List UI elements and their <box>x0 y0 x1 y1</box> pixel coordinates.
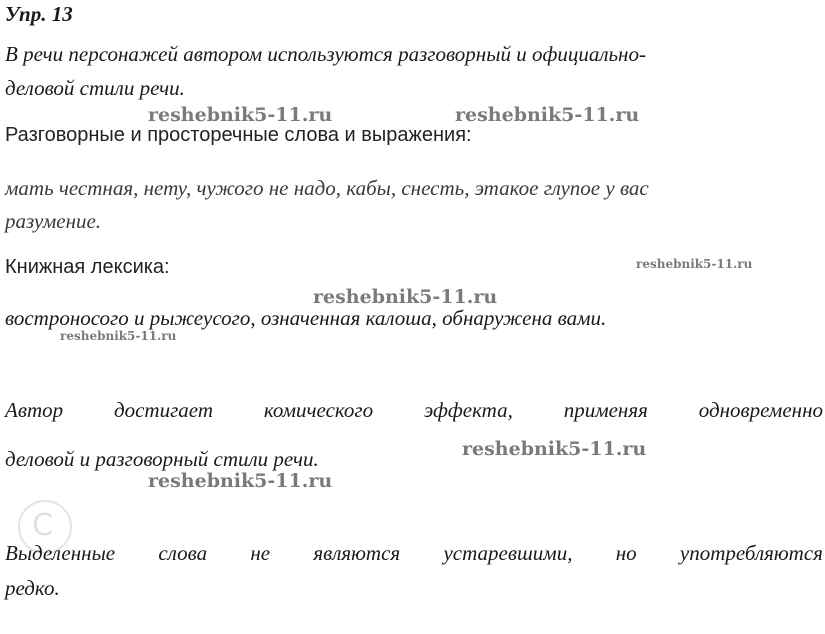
watermark: reshebnik5-11.ru <box>636 257 753 271</box>
intro-line-1: В речи персонажей автором используются разговорный и официально- <box>5 42 646 66</box>
bookish-line-1: востроносого и рыжеусого, означенная калоша, обнаружена вами. <box>5 306 607 330</box>
word: употребляются <box>679 541 823 565</box>
word: одновременно <box>698 398 823 422</box>
watermark: reshebnik5-11.ru <box>148 104 333 126</box>
word: слова <box>158 541 208 565</box>
watermark: reshebnik5-11.ru <box>313 286 498 308</box>
word: эффекта, <box>423 398 513 422</box>
conclusion-line-1 <box>5 398 823 423</box>
word: Автор <box>5 398 64 422</box>
word: являются <box>313 541 401 565</box>
watermark: reshebnik5-11.ru <box>60 329 177 343</box>
word: Выделенные <box>5 541 116 565</box>
watermark: reshebnik5-11.ru <box>455 104 640 126</box>
conclusion-line-2: деловой и разговорный стили речи. <box>5 447 319 471</box>
watermark: reshebnik5-11.ru <box>462 438 647 460</box>
word: комического <box>263 398 374 422</box>
word: но <box>615 541 637 565</box>
exercise-title: Упр. 13 <box>5 2 73 26</box>
word: применяя <box>563 398 648 422</box>
watermark: reshebnik5-11.ru <box>148 470 333 492</box>
bookish-heading: Книжная лексика: <box>5 256 170 278</box>
word: не <box>250 541 271 565</box>
colloquial-line-1: мать честная, нету, чужого не надо, кабы, снесть, этакое глупое у вас <box>5 176 649 200</box>
word: достигает <box>113 398 213 422</box>
word: устаревшими, <box>443 541 573 565</box>
colloquial-line-2: разумение. <box>5 209 102 233</box>
intro-line-2: деловой стили речи. <box>5 76 185 100</box>
note-line-1 <box>5 541 823 566</box>
note-line-2: редко. <box>5 576 60 600</box>
colloquial-heading: Разговорные и просторечные слова и выражения: <box>5 124 472 146</box>
